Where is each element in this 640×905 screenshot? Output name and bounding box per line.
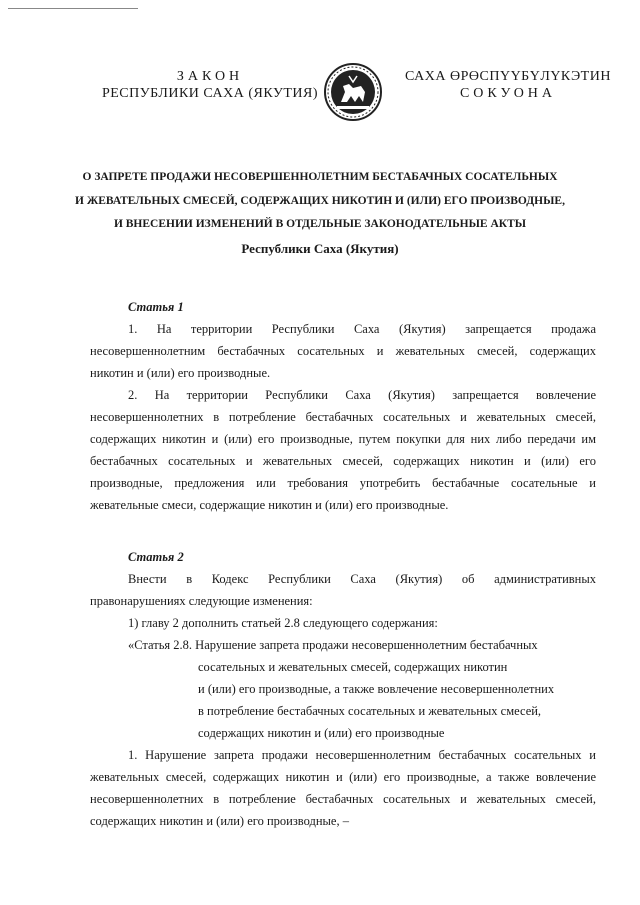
title-line-1: О ЗАПРЕТЕ ПРОДАЖИ НЕСОВЕРШЕННОЛЕТНИМ БЕСТАБАЧНЫХ СОСАТЕЛЬНЫХ [82, 171, 558, 183]
article-1-heading: Статья 1 [128, 300, 184, 314]
article-2-item-1: 1) главу 2 дополнить статьей 2.8 следующего содержания: [128, 616, 438, 630]
article-1-p1-line3: никотин и (или) его производные. [90, 366, 271, 380]
title-line-4: Республики Саха (Якутия) [241, 240, 399, 256]
article-2-heading: Статья 2 [128, 550, 184, 564]
header-left-subtitle: РЕСПУБЛИКИ САХА (ЯКУТИЯ) [101, 86, 319, 101]
article-2-quote-line3: и (или) его производные, а также вовлечение несовершеннолетних [198, 682, 555, 696]
law-title [60, 166, 580, 260]
article-1-p2-rest: несовершеннолетних в потребление бестабачных сосательных и жевательных смесей, содержащих никотин и (или) его производные, путем покупки для них либо передачи им бестабачных сосательных и жевательных смесей, содержащих никотин и (или) его производные, предложения или требования употребить бестабачные сосательные и жевательные смеси, содержащие никотин и (или) его производные. [90, 410, 596, 512]
header-right [392, 68, 624, 102]
title-line-2: И ЖЕВАТЕЛЬНЫХ СМЕСЕЙ, СОДЕРЖАЩИХ НИКОТИН И (ИЛИ) ЕГО ПРОИЗВОДНЫЕ, [75, 194, 565, 207]
article-2-quote-line1: «Статья 2.8. Нарушение запрета продажи несовершеннолетним бестабачных [128, 638, 538, 652]
title-line-3: И ВНЕСЕНИИ ИЗМЕНЕНИЙ В ОТДЕЛЬНЫЕ ЗАКОНОДАТЕЛЬНЫЕ АКТЫ [113, 218, 527, 230]
article-2-quote-line2: сосательных и жевательных смесей, содержащих никотин [198, 660, 508, 674]
header-right-subtitle: СОКУОНА [459, 86, 557, 101]
law-body [90, 296, 596, 832]
header-left [100, 68, 320, 102]
coat-of-arms-yakutia-icon [323, 62, 383, 122]
article-1-p1-line2: несовершеннолетним бестабачных сосательных и жевательных смесей, содержащих [90, 344, 596, 358]
article-2-intro-line2: правонарушениях следующие изменения: [90, 594, 313, 608]
article-2-part1-line1: 1. Нарушение запрета продажи несовершеннолетним бестабачных сосательных и [128, 748, 596, 762]
article-1-p1-line1: 1. На территории Республики Саха (Якутия) запрещается продажа [128, 322, 596, 336]
article-2-quote-line5: содержащих никотин и (или) его производные [198, 726, 445, 740]
scan-artifact-line [8, 8, 138, 9]
article-2-quote-line4: в потребление бестабачных сосательных и жевательных смесей, [198, 704, 542, 718]
header-right-title: САХА ӨРӨСПҮҮБҮЛҮКЭТИН [405, 69, 611, 84]
article-2-part1-rest: жевательных смесей, содержащих никотин и (или) его производные, а также вовлечение несовершеннолетних в потребление бестабачных сосательных и жевательных смесей, содержащих никотин и (или) его производные, – [90, 770, 596, 828]
article-2-intro-line1: Внести в Кодекс Республики Саха (Якутия) об административных [128, 572, 596, 586]
header-left-title: ЗАКОН [176, 69, 244, 84]
article-1-p2-line1: 2. На территории Республики Саха (Якутия) запрещается вовлечение [128, 388, 596, 402]
